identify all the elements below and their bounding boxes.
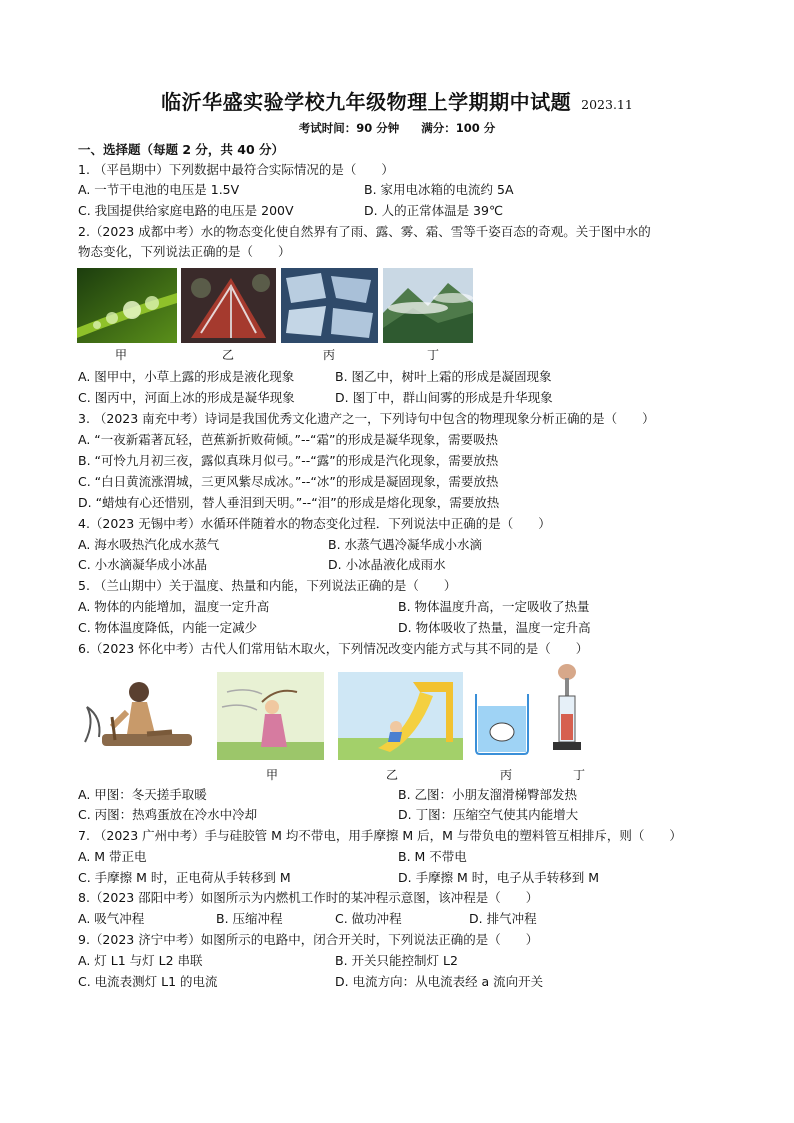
q8-option-d: D. 排气冲程 (469, 911, 537, 926)
q2-image-dew (77, 268, 177, 343)
q9-option-d: D. 电流方向：从电流表经 a 流向开关 (335, 974, 544, 989)
q1-stem: 1. （平邑期中）下列数据中最符合实际情况的是（ ） (78, 162, 394, 177)
exam-time: 考试时间：90 分钟 (298, 121, 400, 135)
q5-option-b: B. 物体温度升高，一定吸收了热量 (398, 599, 590, 614)
q6-image-ding (545, 662, 591, 758)
q4-stem: 4.（2023 无锡中考）水循环伴随着水的物态变化过程．下列说法中正确的是（ ） (78, 516, 551, 531)
q3-option-c: C. “白日黄流涨渭城，三更风紫尽成冰。”--“冰”的形成是凝固现象，需要放热 (78, 474, 499, 489)
q6-label-bing: 丙 (500, 768, 513, 782)
q2-image-frost (181, 268, 276, 343)
q2-image-fog (383, 268, 473, 343)
section-heading: 一、选择题（每题 2 分，共 40 分） (78, 142, 285, 157)
q2-label-yi: 乙 (222, 348, 235, 362)
q9-stem: 9.（2023 济宁中考）如图所示的电路中，闭合开关时，下列说法正确的是（ ） (78, 932, 539, 947)
page-title: 临沂华盛实验学校九年级物理上学期期中试题 (161, 90, 572, 114)
q3-option-d: D. “蜡烛有心还惜别，替人垂泪到天明。”--“泪”的形成是熔化现象，需要放热 (78, 495, 500, 510)
q6-image-jia (217, 672, 324, 760)
q7-option-a: A. M 带正电 (78, 849, 147, 864)
q3-option-a: A. “一夜新霜著瓦轻，芭蕉新折败荷倾。”--“霜”的形成是凝华现象，需要吸热 (78, 432, 498, 447)
q4-option-a: A. 海水吸热汽化成水蒸气 (78, 537, 220, 552)
exam-meta (0, 120, 794, 136)
q5-option-d: D. 物体吸收了热量，温度一定升高 (398, 620, 591, 635)
q2-image-ice (281, 268, 378, 343)
q5-option-c: C. 物体温度降低，内能一定减少 (78, 620, 258, 635)
q7-stem: 7. （2023 广州中考）手与硅胶管 M 均不带电，用手摩擦 M 后，M 与带负电的塑料管互相排斥，则（ ） (78, 828, 682, 843)
exam-date: 2023.11 (581, 97, 633, 112)
q2-option-b: B. 图乙中，树叶上霜的形成是凝固现象 (335, 369, 552, 384)
q6-image-yi (338, 672, 463, 760)
q2-stem-line2: 物态变化，下列说法正确的是（ ） (78, 244, 291, 259)
q4-option-c: C. 小水滴凝华成小冰晶 (78, 557, 208, 572)
q9-option-a: A. 灯 L1 与灯 L2 串联 (78, 953, 203, 968)
q6-label-jia: 甲 (266, 768, 279, 782)
q7-option-d: D. 手摩擦 M 时，电子从手转移到 M (398, 870, 600, 885)
q6-option-b: B. 乙图：小朋友溜滑梯臀部发热 (398, 787, 578, 802)
q6-option-a: A. 甲图：冬天搓手取暖 (78, 787, 207, 802)
q6-label-yi: 乙 (386, 768, 399, 782)
q6-image-drill-fire (77, 672, 195, 760)
q6-option-d: D. 丁图：压缩空气使其内能增大 (398, 807, 579, 822)
q6-option-c: C. 丙图：热鸡蛋放在冷水中冷却 (78, 807, 258, 822)
q8-option-a: A. 吸气冲程 (78, 911, 145, 926)
q6-image-bing (472, 690, 532, 756)
header (0, 86, 794, 115)
q4-option-b: B. 水蒸气遇冷凝华成小水滴 (328, 537, 483, 552)
q2-label-jia: 甲 (115, 348, 128, 362)
q1-option-a: A. 一节干电池的电压是 1.5V (78, 182, 240, 197)
q3-stem: 3. （2023 南充中考）诗词是我国优秀文化遗产之一，下列诗句中包含的物理现象分析正确的是（ ） (78, 411, 655, 426)
q2-label-ding: 丁 (427, 348, 440, 362)
q6-label-ding: 丁 (573, 768, 586, 782)
q5-option-a: A. 物体的内能增加，温度一定升高 (78, 599, 270, 614)
q8-option-b: B. 压缩冲程 (216, 911, 283, 926)
q9-option-c: C. 电流表测灯 L1 的电流 (78, 974, 218, 989)
q5-stem: 5. （兰山期中）关于温度、热量和内能，下列说法正确的是（ ） (78, 578, 457, 593)
q2-option-d: D. 图丁中，群山间雾的形成是升华现象 (335, 390, 553, 405)
q7-option-b: B. M 不带电 (398, 849, 467, 864)
q2-stem-line1: 2.（2023 成都中考）水的物态变化使自然界有了雨、露、雾、霜、雪等千姿百态的奇观。关于图中水的 (78, 224, 651, 239)
q1-option-d: D. 人的正常体温是 39℃ (364, 203, 503, 218)
q3-option-b: B. “可怜九月初三夜，露似真珠月似弓。”--“露”的形成是汽化现象，需要放热 (78, 453, 499, 468)
q7-option-c: C. 手摩擦 M 时，正电荷从手转移到 M (78, 870, 291, 885)
q2-label-bing: 丙 (323, 348, 336, 362)
full-score: 满分：100 分 (421, 121, 496, 135)
q6-stem: 6.（2023 怀化中考）古代人们常用钻木取火，下列情况改变内能方式与其不同的是（ ） (78, 641, 589, 656)
q8-option-c: C. 做功冲程 (335, 911, 402, 926)
q1-option-b: B. 家用电冰箱的电流约 5A (364, 182, 514, 197)
q2-option-c: C. 图丙中，河面上冰的形成是凝华现象 (78, 390, 295, 405)
q9-option-b: B. 开关只能控制灯 L2 (335, 953, 458, 968)
q4-option-d: D. 小冰晶液化成雨水 (328, 557, 446, 572)
q1-option-c: C. 我国提供给家庭电路的电压是 200V (78, 203, 294, 218)
q8-stem: 8.（2023 邵阳中考）如图所示为内燃机工作时的某冲程示意图，该冲程是（ ） (78, 890, 539, 905)
q2-option-a: A. 图甲中，小草上露的形成是液化现象 (78, 369, 295, 384)
